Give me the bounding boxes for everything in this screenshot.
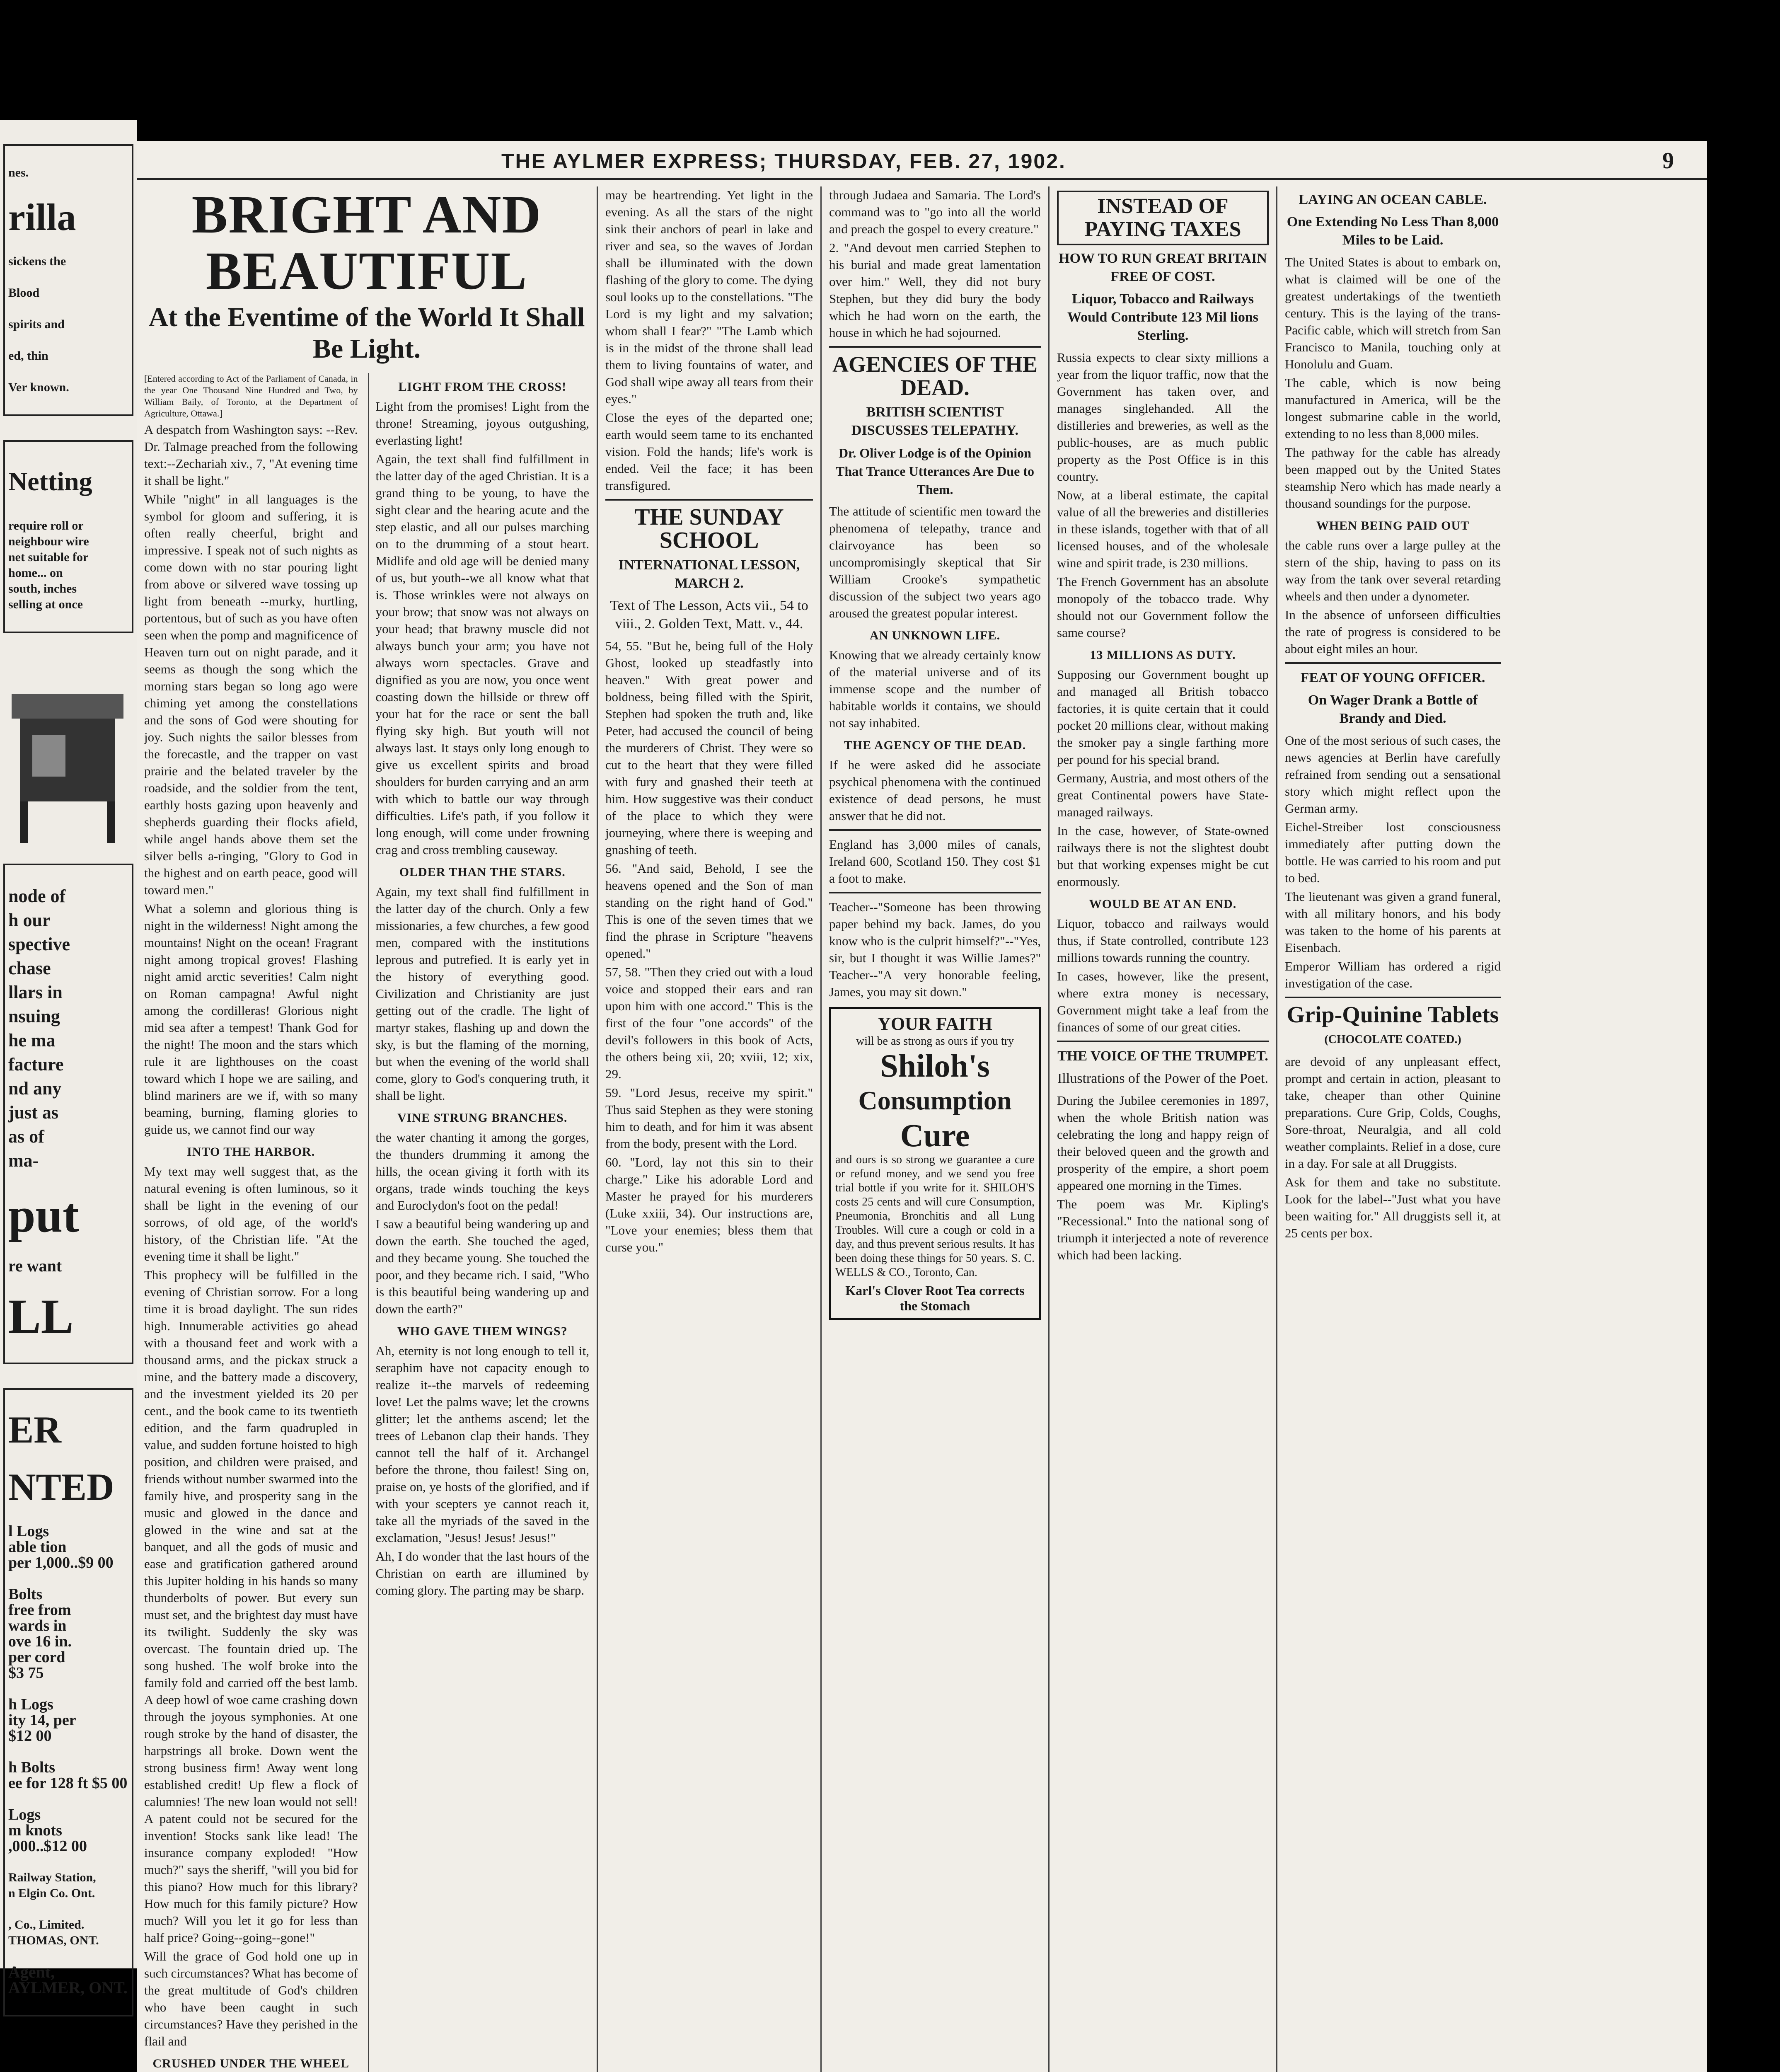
column-3	[597, 186, 820, 2072]
netting-text: require roll or neighbour wire net suitable for home... on south, inches selling at once	[8, 519, 89, 611]
paragraph: The French Government has an absolute monopoly of the tobacco trade. Why should not our Government follow the same course?	[1057, 574, 1269, 640]
paying-taxes-subheading: HOW TO RUN GREAT BRITAIN FREE OF COST.	[1059, 251, 1267, 284]
column-6	[1276, 186, 1508, 2072]
grip-quinine-subheading: (CHOCOLATE COATED.)	[1324, 1033, 1461, 1046]
section-heading: WHO GAVE THEM WINGS?	[397, 1324, 568, 1338]
page-number: 9	[1662, 148, 1674, 174]
ad-consumption-name: Consumption	[858, 1086, 1012, 1115]
mode-ad-fragment	[3, 864, 133, 1364]
paragraph: 56. "And said, Behold, I see the heavens opened and the Son of man standing on the right hand of God." This is one of the seven times that we find the phrase in Scripture "heavens opened."	[605, 861, 813, 961]
section-heading: 13 MILLIONS AS DUTY.	[1090, 648, 1236, 662]
scan-border-right	[1707, 0, 1780, 2072]
paragraph: Again, my text shall find fulfillment in the latter day of the church. Only a few missionaries, a few churches, a few good men, compared with the institutions leprous and putrefied. It is early yet in the history of everything good. Civilization and Christianity are just getting out of the cradle. The light of martyr stakes, flashing up and down the sky, is but the flaming of the morning, but when the evening of the world shall come, glory to God's conquering truth, it shall be light.	[375, 884, 589, 1103]
paragraph: Germany, Austria, and most others of the great Continental powers have State-managed railways.	[1057, 771, 1269, 819]
agencies-subheading: BRITISH SCIENTIST DISCUSSES TELEPATHY.	[851, 404, 1019, 438]
left-page-fragment	[0, 120, 137, 1997]
netting-heading: Netting	[8, 467, 92, 496]
shiloh-consumption-cure-ad	[829, 1007, 1041, 1320]
copyright-notice: [Entered according to Act of the Parliament of Canada, in the year One Thousand Nine Hundred and Two, by William Baily, of Toronto, at the Department of Agriculture, Ottawa.]	[144, 373, 358, 419]
company-text: , Co., Limited. THOMAS, ONT.	[8, 1918, 99, 1947]
sunday-school-subheading: INTERNATIONAL LESSON, MARCH 2.	[618, 557, 800, 591]
ad-cure-name: Cure	[900, 1117, 970, 1153]
paragraph: During the Jubilee ceremonies in 1897, when the whole British nation was celebrating the long and happy reign of their beloved queen and the growth and prosperity of the empire, a short poem appeared one morning in the Times.	[1057, 1093, 1269, 1193]
fragment-line-1: nes.	[8, 166, 29, 179]
paragraph: If he were asked did he associate psychical phenomena with the continued existence of dead persons, he must answer that he did not.	[829, 758, 1041, 823]
paragraph: 59. "Lord Jesus, receive my spirit." Thus said Stephen as they were stoning him to death, and for him it was absent from the body, present with the Lord.	[605, 1085, 813, 1151]
ad-body: and ours is so strong we guarantee a cure or refund money, and we send you free trial bottle if you write for it. SHILOH'S costs 25 cents and will cure Consumption, Pneumonia, Bronchitis and all Lung Troubles. Will cure a cough or cold in a day, and thus prevent serious results. It has been doing these things for 50 years. S. C. WELLS & CO., Toronto, Can.	[835, 1153, 1035, 1279]
paragraph: Ask for them and take no substitute. Look for the label--"Just what you have been waiting for." All druggists sell it, at 25 cents per box.	[1285, 1175, 1501, 1240]
fragment-line-4: Blood	[8, 286, 40, 300]
h-bolts-text: h Bolts ee for 128 ft $5 00	[8, 1759, 128, 1792]
paragraph: The poem was Mr. Kipling's "Recessional." Into the national song of triumph it interjected a note of reverence which had been lacking.	[1057, 1197, 1269, 1262]
fragment-line-6: ed, thin	[8, 349, 48, 363]
fragment-line-5: spirits and	[8, 317, 65, 331]
paragraph: Light from the promises! Light from the throne! Streaming, joyous outgushing, everlasting light!	[375, 399, 589, 448]
paragraph: 57, 58. "Then they cried out with a loud voice and stopped their ears and ran upon him with one accord." This is the first of the four "one accords" of the devil's followers in this book of Acts, the others being xii, 20; xviii, 12; xix, 29.	[605, 965, 813, 1081]
paragraph: In the case, however, of State-owned railways there is not the slightest doubt but that working expenses might be cut enormously.	[1057, 823, 1269, 889]
agencies-lead: Dr. Oliver Lodge is of the Opinion That Trance Utterances Are Due to Them.	[835, 445, 1034, 497]
cable-heading: LAYING AN OCEAN CABLE.	[1299, 192, 1487, 207]
feat-heading: FEAT OF YOUNG OFFICER.	[1300, 670, 1485, 685]
paragraph: The pathway for the cable has already been mapped out by the United States steamship Nero which has made nearly a thousand soundings for the purpose.	[1285, 445, 1501, 511]
we-want-text: re want	[8, 1256, 62, 1275]
logs2-text: Logs m knots ,000..$12 00	[8, 1806, 87, 1855]
stove-illustration-fragment	[3, 653, 133, 844]
column-4	[820, 186, 1048, 2072]
paying-taxes-lead: Liquor, Tobacco and Railways Would Contribute 123 Mil lions Sterling.	[1067, 291, 1258, 343]
er-heading: ER	[8, 1409, 61, 1451]
section-heading: OLDER THAN THE STARS.	[399, 865, 566, 879]
fragment-line-7: Ver known.	[8, 380, 69, 394]
paragraph: The lieutenant was given a grand funeral, with all military honors, and his body was taken to the home of his parents at Eisenbach.	[1285, 889, 1501, 955]
paragraph: through Judaea and Samaria. The Lord's command was to "go into all the world and preach the gospel to every creature."	[829, 188, 1041, 236]
paragraph: A despatch from Washington says: --Rev. Dr. Talmage preached from the following text:--Zechariah xiv., 7, "At evening time it shall be light."	[144, 422, 358, 488]
paragraph: Supposing our Government bought up and managed all British tobacco factories, it is quite certain that it could pocket 20 millions clear, without making the smoker pay a single farthing more per pound for his special brand.	[1057, 667, 1269, 767]
paragraph: the cable runs over a large pulley at the stern of the ship, having to pass on its way from the tank over several retarding wheels and then under a dynometer.	[1285, 538, 1501, 603]
logs-text: l Logs able tion per 1,000..$9 00	[8, 1523, 114, 1571]
paragraph: 60. "Lord, lay not this sin to their charge." Like his adorable Lord and Master he prayed for his murderers (Luke xxiii, 34). Our instructions are, "Love your enemies; bless them that curse you."	[605, 1155, 813, 1254]
section-heading: CRUSHED UNDER THE WHEEL	[152, 2057, 349, 2070]
section-heading: LIGHT FROM THE CROSS!	[398, 380, 567, 394]
paragraph: One of the most serious of such cases, the news agencies at Berlin have carefully refrained from sending out a sensational story which might reflect upon the German army.	[1285, 733, 1501, 816]
paragraph: While "night" in all languages is the symbol for gloom and suffering, it is often really cheerful, bright and impressive. I speak not of such nights as come down with no star pouring light from above or silvered wave tossing up light from beneath --murky, hurtling, portentous, but of such as you have often seen when the pomp and magnificence of Heaven turn out on night parade, and it seems as though the song which the morning stars began so long ago were chiming yet among the constellations and the sons of God were shouting for joy. Such nights the sailor blesses from the forecastle, and the trapper on vast prairie and the belated traveler by the roadside, and the soldier from the tent, earthly hosts gazing upon heavenly and shepherds guarding their flocks afield, while angel hands above them set the silver bells a-ringing, "Glory to God in the highest and on earth peace, good will toward men."	[144, 492, 358, 897]
paragraph: Will the grace of God hold one up in such circumstances? What has become of the great multitude of God's children who have been caught in such circumstances? Have they perished in the flail and	[144, 1949, 358, 2048]
paragraph: This prophecy will be fulfilled in the evening of Christian sorrow. For a long time it is broad daylight. The sun rides high. Innumerable activities go ahead with a thousand feet and work with a thousand arms, and the pickax struck a mine, and the battery made a discovery, and the investment yielded its 20 per cent., and the book came to its twentieth edition, and the farm quadrupled in value, and sudden fortune hoisted to high position, and children were praised, and friends without number swarmed into the family hive, and prosperity sang in the music and glowed in the dance and glowed in the wine and sat at the banquet, and all the gods of music and ease and gratification gathered around this Jupiter holding in his hands so many thunderbolts of power. But every sun must set, and the brightest day must have its twilight. Suddenly the sky was overcast. The fountain dried up. The song hushed. The wolf broke into the family fold and carried off the best lamb. A deep howl of woe came crashing down through the joyous symphonies. At one rough stroke by the hand of disaster, the harpstrings all broke. Down went the strong business firm! Away went long established credit! Up flew a flock of calumnies! The new loan would not sell! A patent could not be secured for the invention! Stocks sank like lead! The insurance company exploded! "How much?" says the sheriff, "will you bid for this piano? How much for this library? How much for this family picture? How much? Will you let it go for less than half price? Going--going--gone!"	[144, 1268, 358, 1945]
ad-footer: Karl's Clover Root Tea corrects the Stomach	[845, 1283, 1025, 1313]
ll-heading: LL	[8, 1289, 74, 1343]
column-1	[137, 186, 597, 2072]
paragraph: I saw a beautiful being wandering up and down the earth. She touched the aged, and they became young. She touched the poor, and they became rich. I said, "Who is this beautiful being wandering up and down the earth?"	[375, 1217, 589, 1316]
nted-heading: NTED	[8, 1466, 114, 1508]
article-col1-left	[144, 373, 358, 2072]
ad-shiloh-name: Shiloh's	[880, 1048, 990, 1084]
article-col2	[368, 373, 590, 2072]
fragment-line-2: rilla	[8, 196, 76, 238]
masthead-title: THE AYLMER EXPRESS; THURSDAY, FEB. 27, 1902.	[501, 150, 1066, 173]
paragraph: may be heartrending. Yet light in the evening. As all the stars of the night sink their anchors of pearl in lake and river and sea, so the waves of Jordan shall be illuminated with the down flashing of the glory to come. The dying soul looks up to the constellations. "The Lord is my light and my salvation; whom shall I fear?" "The Lamb which is in the midst of the throne shall lead them to living fountains of water, and God shall wipe away all tears from their eyes."	[605, 188, 813, 406]
subhead-eventime: At the Eventime of the World It Shall Be Light.	[148, 302, 585, 364]
section-heading: VINE STRUNG BRANCHES.	[397, 1111, 568, 1125]
sunday-school-heading: THE SUNDAY SCHOOL	[634, 504, 784, 553]
paragraph: Again, the text shall find fulfillment in the latter day of the aged Christian. It is a grand thing to be young, to have the sight clear and the hearing acute and the step elastic, and all our pulses marching on to the drumming of a stout heart. Midlife and old age will be denied many of us, but youth--we all know what that is. Those wrinkles were not always on your brow; that snow was not always on your head; that brawny muscle did not always bunch your arm; you have not always worn spectacles. Grave and dignified as you are now, you once went coasting down the hillside or threw off your hat for the race or sent the ball flying sky high. But youth will not always last. It stays only long enough to give us excellent spirits and broad shoulders for burden carrying and an arm with which to battle our way through difficulties. Life's path, if you follow it long enough, will come under frowning crag and cross trembling causeway.	[375, 452, 589, 857]
divider	[829, 892, 1041, 893]
paragraph: In the absence of unforseen difficulties the rate of progress is considered to be about eight miles an hour.	[1285, 608, 1501, 656]
paragraph: The cable, which is now being manufactured in America, will be the longest submarine cable in the world, extending to no less than 8,000 miles.	[1285, 375, 1501, 441]
paragraph: The attitude of scientific men toward the phenomena of telepathy, trance and clairvoyance has been so uncompromisingly skeptical that Sir William Crooke's sympathetic discussion of the subject two years ago aroused the greatest popular interest.	[829, 504, 1041, 620]
paragraph: Ah, eternity is not long enough to tell it, seraphim have not capacity enough to realize it--the marvels of redeeming love! Let the palms wave; let the crowns glitter; let the anthems ascend; let the trees of Lebanon clap their hands. They cannot tell the half of it. Archangel before the throne, thou failest! Sing on, praise on, ye hosts of the glorified, and if with your scepters ye cannot reach it, take all the myriads of the saved in the exclamation, "Jesus! Jesus! Jesus!"	[375, 1343, 589, 1545]
ad-faith-small: will be as strong as ours if you try	[856, 1035, 1014, 1048]
agent-text: Agent, AYLMER, ONT.	[8, 1963, 128, 1997]
h-logs-text: h Logs ity 14, per $12 00	[8, 1696, 76, 1745]
grip-quinine-heading: Grip-Quinine Tablets	[1287, 1002, 1499, 1028]
paragraph: Now, at a liberal estimate, the capital value of all the breweries and distilleries in these islands, together with that of all licensed houses, and of the wholesale wine and spirit trade, is 230 millions.	[1057, 488, 1269, 570]
paragraph: Knowing that we already certainly know of the material universe and of its immense scope and the number of habitable worlds it contains, we should not say inhabited.	[829, 648, 1041, 730]
paragraph: The United States is about to embark on, what is claimed will be one of the greatest undertakings of the twentieth century. This is the laying of the trans-Pacific cable, which will stretch from San Francisco to Manila, touching only at Honolulu and Guam.	[1285, 255, 1501, 371]
paragraph: 2. "And devout men carried Stephen to his burial and made great lamentation over him." Well, they did not bury Stephen, but they did bury the body which he had worn on the earth, the house in which he had sojourned.	[829, 240, 1041, 340]
headline-bright-and-beautiful: BRIGHT AND BEAUTIFUL	[191, 185, 542, 301]
railway-text: Railway Station, n Elgin Co. Ont.	[8, 1871, 96, 1900]
paragraph: 54, 55. "But he, being full of the Holy Ghost, looked up steadfastly into heaven." With great power and boldness, being filled with the Spirit, Stephen had spoken the truth and, like Peter, had accused the council of being the murderers of Christ. They were so cut to the heart that they were filled with fury and gnashed their teeth at him. How suggestive was their conduct of the place to which they were journeying, where there is weeping and gnashing of teeth.	[605, 639, 813, 857]
divider	[829, 829, 1041, 831]
divider	[1285, 662, 1501, 664]
paragraph: Russia expects to clear sixty millions a year from the liquor traffic, now that the Government has taken over, and manages singlehanded. All the distilleries and breweries, as well as the public-houses, are as much public property as the Post Office is in this country.	[1057, 350, 1269, 484]
trumpet-heading: THE VOICE OF THE TRUMPET.	[1057, 1048, 1268, 1064]
bolts-text: Bolts free from wards in ove 16 in. per cord $3 75	[8, 1585, 72, 1682]
section-heading: WHEN BEING PAID OUT	[1316, 519, 1470, 533]
lesson-text-reference: Text of The Lesson, Acts vii., 54 to viii., 2. Golden Text, Matt. v., 44.	[610, 598, 808, 632]
stove-icon	[3, 669, 128, 851]
divider	[1285, 997, 1501, 998]
divider	[605, 499, 813, 501]
teacher-anecdote: Teacher--"Someone has been throwing paper behind my back. James, do you know who is the culprit himself?"--"Yes, sir, but I thought it was Willie James?" Teacher--"A very honorable feeling, James, you may sit down."	[829, 900, 1041, 999]
paragraph: are devoid of any unpleasant effect, prompt and certain in action, pleasant to take, cheaper than other Quinine preparations. Cure Grip, Colds, Coughs, Sore-throat, Neuralgia, and all cold weather complaints. Relief in a dose, cure in a day. For sale at all Druggists.	[1285, 1054, 1501, 1171]
agencies-heading: AGENCIES OF THE DEAD.	[832, 352, 1038, 400]
canals-note: England has 3,000 miles of canals, Ireland 600, Scotland 150. They cost $1 a foot to make.	[829, 837, 1041, 886]
paragraph: the water chanting it among the gorges, the thunders drumming it among the hills, the ocean giving it forth with its organs, trade winds touching the keys and Euroclydon's foot on the pedal!	[375, 1130, 589, 1213]
section-heading: WOULD BE AT AN END.	[1089, 897, 1237, 911]
trumpet-subheading: Illustrations of the Power of the Poet.	[1057, 1071, 1268, 1086]
newspaper-page	[137, 141, 1707, 2072]
paragraph: Liquor, tobacco and railways would thus, if State controlled, contribute 123 millions towards running the country.	[1057, 916, 1269, 965]
divider	[1057, 1041, 1269, 1042]
put-heading: put	[8, 1188, 79, 1242]
fragment-line-3: sickens the	[8, 254, 66, 268]
divider	[829, 346, 1041, 348]
feat-subheading: On Wager Drank a Bottle of Brandy and Died.	[1308, 692, 1478, 726]
paragraph: My text may well suggest that, as the natural evening is often luminous, so it shall be light in the evening of our sorrows, of old age, of the world's history, of the Christian life. "At the evening time it shall be light."	[144, 1164, 358, 1264]
section-heading: THE AGENCY OF THE DEAD.	[844, 738, 1026, 752]
mode-lines: node of h our spective chase llars in nsuing he ma facture nd any just as as of ma-	[8, 886, 70, 1171]
paragraph: Eichel-Streiber lost consciousness immediately after putting down the bottle. He was carried to his room and put to bed.	[1285, 820, 1501, 885]
paragraph: Ah, I do wonder that the last hours of the Christian on earth are illumined by coming glory. The parting may be sharp.	[375, 1549, 589, 1598]
paragraph: What a solemn and glorious thing is night in the wilderness! Night among the mountains! Night on the ocean! Fragrant night among tropical groves! Flashing night amid arctic severities! Calm night on Roman campagna! Awful night among the cordilleras! Glorious night mid sea after a tempest! Thank God for the night! The moon and the stars which rule it are lighthouses on the coast toward which I hope we are sailing, and blind mariners are we if, with so many beaming, burning, flaming glories to guide us, we cannot find our way	[144, 901, 358, 1137]
paragraph: Emperor William has ordered a rigid investigation of the case.	[1285, 959, 1501, 990]
section-heading: AN UNKNOWN LIFE.	[869, 629, 1001, 642]
netting-ad-fragment	[3, 440, 133, 633]
ad-faith-heading: YOUR FAITH	[878, 1014, 992, 1034]
sarsaparilla-ad-fragment	[3, 144, 133, 416]
paragraph: Close the eyes of the departed one; earth would seem tame to its enchanted vision. Fold the hands; life's work is ended. Veil the face; it has been transfigured.	[605, 410, 813, 493]
section-heading: INTO THE HARBOR.	[187, 1145, 315, 1159]
cable-subheading: One Extending No Less Than 8,000 Miles to be Laid.	[1287, 214, 1499, 248]
paragraph: In cases, however, like the present, where extra money is necessary, Government might take a leaf from the finances of some of our great cities.	[1057, 969, 1269, 1034]
column-5	[1048, 186, 1276, 2072]
logs-wanted-ad-fragment	[3, 1388, 133, 2016]
masthead	[137, 149, 1707, 180]
paying-taxes-heading: INSTEAD OF PAYING TAXES	[1057, 191, 1269, 245]
